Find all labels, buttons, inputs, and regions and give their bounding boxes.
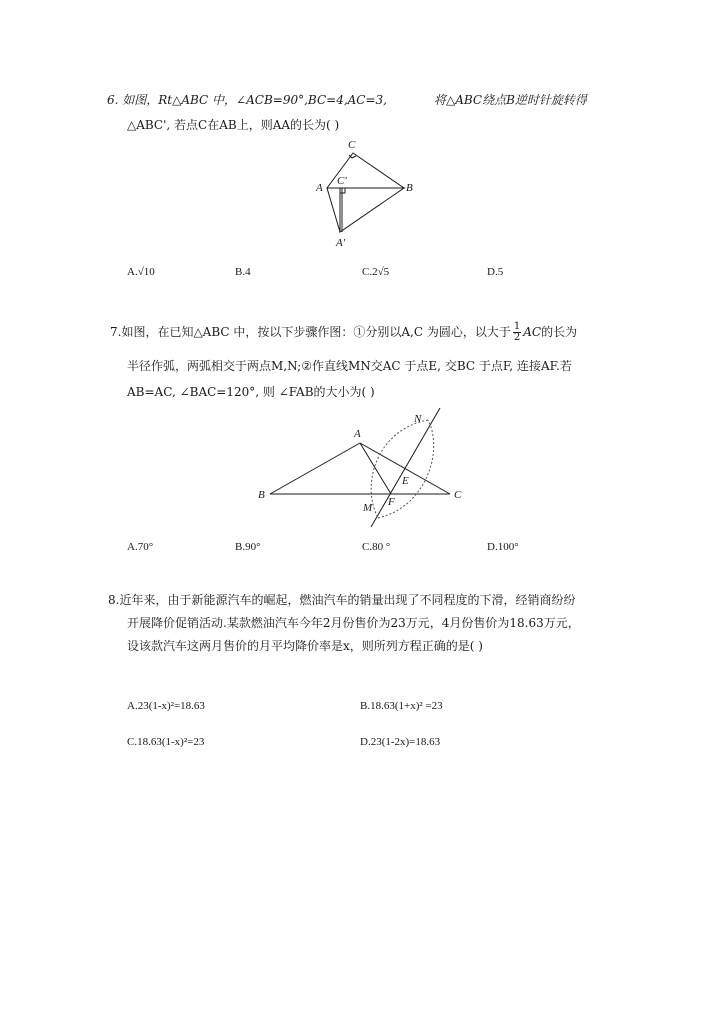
q7-option-b: B.90° <box>235 541 261 553</box>
q6-diagram <box>300 130 430 255</box>
q6-option-a: A.√10 <box>127 266 155 278</box>
q7-segment-ab <box>270 443 360 494</box>
q7-option-a: A.70° <box>127 541 154 553</box>
q6-line2: △ABC', 若点C在AB上，则AA的长为( ) <box>127 118 340 132</box>
q7-option-d: D.100° <box>487 541 519 553</box>
q7-option-c: C.80 ° <box>362 541 391 553</box>
q7-line1-text-a: 7.如图，在已知△ABC 中，按以下步骤作图：①分别以A,C 为圆心，以大于 <box>110 325 511 339</box>
q8-option-d: D.23(1-2x)=18.63 <box>360 736 441 748</box>
q7-label-a: A <box>354 428 361 440</box>
q8-option-b: B.18.63(1+x)² =23 <box>360 700 443 712</box>
q6-option-b: B.4 <box>235 266 251 278</box>
q7-label-e: E <box>402 475 409 487</box>
q7-label-c: C <box>454 489 462 501</box>
q6-triangle-abc-prime <box>340 188 404 232</box>
q6-label-c: C <box>348 139 356 151</box>
q6-line1-right: 将△ABC绕点B逆时针旋转得 <box>434 93 587 107</box>
q6-label-aprime: A' <box>336 237 346 249</box>
q7-arc-left <box>371 420 428 518</box>
q7-line3: AB=AC, ∠BAC=120°, 则 ∠FAB的大小为( ) <box>127 385 375 399</box>
q7-diagram <box>250 405 475 530</box>
q7-label-b: B <box>258 489 265 501</box>
q7-segment-af <box>360 443 391 494</box>
q7-fraction-denominator: 2 <box>513 332 521 343</box>
q6-line1-left: 6. 如图，Rt△ABC 中，∠ACB=90°,BC=4,AC=3, <box>107 93 387 107</box>
q7-line2: 半径作弧，两弧相交于两点M,N;②作直线MN交AC 于点E, 交BC 于点F, 连接AF.若 <box>127 359 572 373</box>
q7-fraction-tail: AC <box>523 325 542 339</box>
q7-line1 <box>110 322 577 343</box>
q7-label-m: M <box>363 502 373 514</box>
q7-label-f: F <box>388 496 395 508</box>
q6-label-b: B <box>406 182 413 194</box>
q6-label-a: A <box>316 182 323 194</box>
q7-fraction <box>513 322 521 343</box>
q7-label-n: N <box>414 413 422 425</box>
q8-option-c: C.18.63(1-x)²=23 <box>127 736 205 748</box>
q7-line1-text-b: 的长为 <box>541 325 578 339</box>
q6-option-c: C.2√5 <box>362 266 390 278</box>
q6-label-cprime: C' <box>337 175 347 187</box>
q7-fraction-numerator: 1 <box>513 321 521 332</box>
q6-segment-aa <box>327 188 340 232</box>
q8-option-a: A.23(1-x)²=18.63 <box>127 700 205 712</box>
q6-option-d: D.5 <box>487 266 504 278</box>
q8-line3: 设该款汽车这两月售价的月平均降价率是x，则所列方程正确的是( ) <box>127 639 483 653</box>
q7-line-mn <box>371 408 440 527</box>
q8-line2: 开展降价促销活动.某款燃油汽车今年2月份售价为23万元，4月份售价为18.63万元， <box>127 616 580 630</box>
q8-line1: 8.近年来，由于新能源汽车的崛起，燃油汽车的销量出现了不同程度的下滑，经销商纷纷 <box>108 593 576 607</box>
